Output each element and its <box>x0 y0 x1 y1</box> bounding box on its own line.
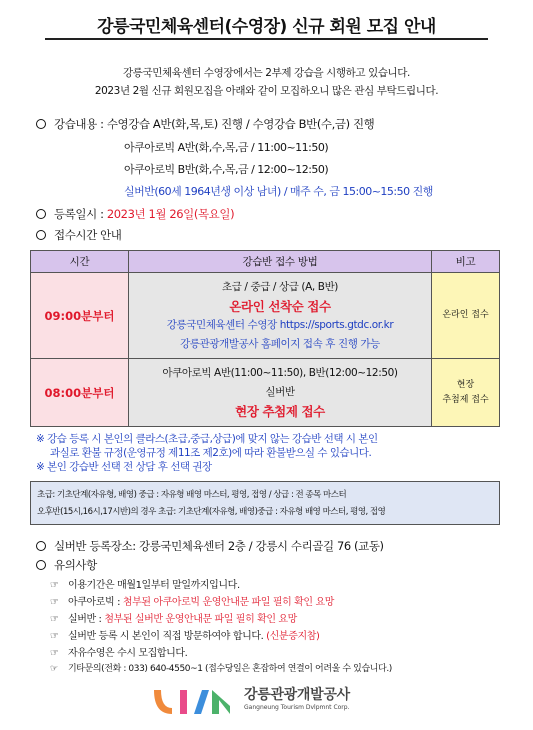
pointing-hand-icon: ☞ <box>50 597 59 608</box>
page-title: 강릉국민체육센터(수영장) 신규 회원 모집 안내 <box>97 17 436 37</box>
silver-place-label: 실버반 등록장소: 강릉국민체육센터 2층 / 강릉시 수리골길 76 (교동) <box>54 539 384 553</box>
row1-site-link[interactable]: 강릉국민체육센터 수영장 https://sports.gtdc.or.kr <box>166 318 394 331</box>
warning-2: ※ 본인 강습반 선택 전 상담 후 선택 권장 <box>36 461 212 473</box>
circle-icon <box>36 119 46 129</box>
section-reception <box>36 227 122 243</box>
table-header-row <box>31 251 500 273</box>
header-time: 시간 <box>31 251 129 273</box>
note-prefix: 아쿠아로빅 : <box>68 597 123 608</box>
table-row <box>31 273 500 359</box>
circle-icon <box>36 230 46 240</box>
registration-table <box>30 250 500 427</box>
note-emphasis: 첨부된 아쿠아로빅 운영안내문 파일 필히 확인 요망 <box>122 597 334 608</box>
pointing-hand-icon: ☞ <box>50 664 58 674</box>
section-registration <box>36 206 234 222</box>
row1-time: 09:00분부터 <box>31 273 129 359</box>
level-info-line-2: 오후반(15시,16시,17시반)의 경우 초급: 기초단계(자유형, 배영)중급 : 자유형 배영 마스터, 평영, 접영 <box>37 507 386 517</box>
intro-line-2: 2023년 2월 신규 회원모집을 아래와 같이 모집하오니 많은 관심 부탁드립니다. <box>94 85 439 97</box>
intro-line-1: 강릉국민체육센터 수영장에서는 2부제 강습을 시행하고 있습니다. <box>123 67 410 79</box>
note-item-1 <box>50 576 240 591</box>
logo-mark-icon <box>150 684 234 720</box>
note-emphasis: 첨부된 실버반 운영안내문 파일 필히 확인 요망 <box>104 614 297 625</box>
header-method: 강습반 접수 방법 <box>129 251 432 273</box>
aqua-a-line: 아쿠아로빅 A반(화,수,목,금 / 11:00~11:50) <box>124 141 329 154</box>
warning-1-line-2: 과실로 환불 규정(운영규정 제11조 제2호)에 따라 환불받으실 수 있습니다. <box>50 447 372 459</box>
note-text: 기타문의(전화 : 033) 640-4550~1 (접수당일은 혼잡하여 연결이 어려울 수 있습니다.) <box>68 664 392 674</box>
row1-note: 온라인 접수 <box>432 273 500 359</box>
circle-icon <box>36 560 46 570</box>
level-info-box <box>30 481 500 525</box>
row1-level: 초급 / 중급 / 상급 (A, B반) <box>221 280 339 293</box>
circle-icon <box>36 209 46 219</box>
note-item-5 <box>50 644 187 659</box>
company-logo <box>150 680 400 724</box>
section-courses <box>36 116 374 132</box>
note-prefix: 실버반 : <box>68 614 105 625</box>
row2-method-cell <box>129 359 432 427</box>
circle-icon <box>36 541 46 551</box>
note-item-4 <box>50 627 319 642</box>
row2-note-line-1: 현장 <box>456 379 475 390</box>
note-prefix: 실버반 등록 시 본인이 직접 방문하여야 합니다. <box>68 631 267 642</box>
row2-classes: 아쿠아로빅 A반(11:00~11:50), B반(12:00~12:50) <box>162 367 398 379</box>
intro-text <box>20 64 513 100</box>
title-underline <box>45 38 488 40</box>
row2-method: 현장 추첨제 접수 <box>235 404 325 419</box>
note-text: 자유수영은 수시 모집합니다. <box>68 648 188 659</box>
note-text: 이용기간은 매월1일부터 말일까지입니다. <box>68 580 240 591</box>
registration-label: 등록일시 : <box>54 207 107 221</box>
row1-site-note: 강릉관광개발공사 홈페이지 접속 후 진행 가능 <box>180 337 380 350</box>
section-notes <box>36 557 97 573</box>
courses-label: 강습내용 : 수영강습 A반(화,목,토) 진행 / 수영강습 B반(수,금) 진행 <box>54 117 375 131</box>
aqua-b-line: 아쿠아로빅 B반(화,수,목,금 / 12:00~12:50) <box>124 163 329 176</box>
notes-label: 유의사항 <box>54 558 97 572</box>
pointing-hand-icon: ☞ <box>50 580 59 591</box>
header-note: 비고 <box>432 251 500 273</box>
silver-course-line: 실버반(60세 1964년생 이상 남녀) / 매주 수, 금 15:00~15:50 진행 <box>124 185 433 198</box>
row2-silver: 실버반 <box>265 386 295 398</box>
registration-date: 2023년 1월 26일(목요일) <box>106 207 235 221</box>
row1-method: 온라인 선착순 접수 <box>229 298 331 314</box>
note-item-3 <box>50 610 297 625</box>
row2-note-cell <box>432 359 500 427</box>
row1-method-cell <box>129 273 432 359</box>
section-silver-place <box>36 538 384 554</box>
pointing-hand-icon: ☞ <box>50 631 59 642</box>
row2-time: 08:00분부터 <box>31 359 129 427</box>
note-emphasis: (신분증지참) <box>266 631 320 642</box>
note-item-2 <box>50 593 334 608</box>
level-info-line-1: 초급: 기초단계(자유형, 배영) 중급 : 자유형 배영 마스터, 평영, 접영 / 상급 : 전 종목 마스터 <box>37 490 347 500</box>
logo-subtitle: Gangneung Tourism Dvlpmnt Corp. <box>244 704 350 711</box>
logo-name: 강릉관광개발공사 <box>244 687 350 703</box>
note-item-6 <box>50 661 392 674</box>
table-row <box>31 359 500 427</box>
row2-note-line-2: 추첨제 접수 <box>442 394 489 405</box>
reception-label: 접수시간 안내 <box>54 228 122 242</box>
pointing-hand-icon: ☞ <box>50 648 59 659</box>
pointing-hand-icon: ☞ <box>50 614 59 625</box>
warning-1-line-1: ※ 강습 등록 시 본인의 클라스(초급,중급,상급)에 맞지 않는 강습반 선택 시 본인 <box>36 433 378 445</box>
